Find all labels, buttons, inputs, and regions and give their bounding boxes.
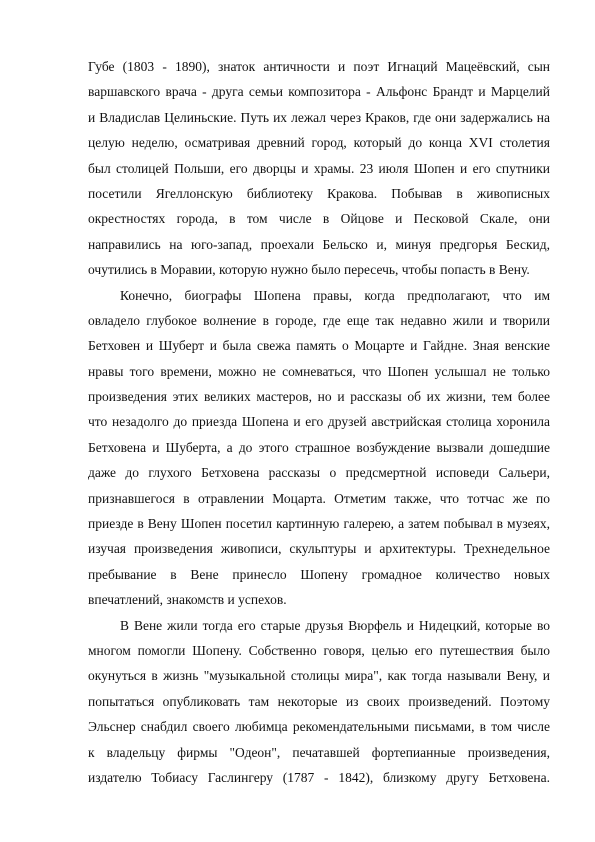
text-line: был столицей Польши, его дворцы и храмы. 23 июля Шопен и его спутники bbox=[88, 160, 550, 176]
text-line: варшавского врача - друга семьи композитора - Альфонс Брандт и Марцелий bbox=[88, 84, 550, 100]
text-line: произведения этих великих мастеров, но и рассказы об их жизни, тем более bbox=[88, 389, 550, 405]
text-line: Бетховен и Шуберт и была свежа память о Моцарте и Гайдне. Зная венские bbox=[88, 338, 550, 354]
text-line: и Владислав Целиньские. Путь их лежал через Краков, где они задержались на bbox=[88, 109, 550, 125]
text-line: направились на юго-запад, проехали Бельско и, минуя предгорья Бескид, bbox=[88, 236, 550, 252]
text-line: изучая произведения живописи, скульптуры и архитектуры. Трехнедельное bbox=[88, 541, 550, 557]
text-line: попытаться опубликовать там некоторые из своих произведений. Поэтому bbox=[88, 693, 550, 709]
text-line: посетили Ягеллонскую библиотеку Кракова. Побывав в живописных bbox=[88, 185, 550, 201]
text-line: впечатлений, знакомств и успехов. bbox=[88, 592, 287, 608]
text-line: Бетховена и Шуберта, а до этого страшное возбуждение вызвали дошедшие bbox=[88, 439, 550, 455]
text-line: нравы того времени, можно не сомневаться, что Шопен услышал не только bbox=[88, 363, 550, 379]
text-line: В Вене жили тогда его старые друзья Вюрфель и Нидецкий, которые во bbox=[120, 617, 550, 633]
text-line: издателю Тобиасу Гаслингеру (1787 - 1842), близкому другу Бетховена. bbox=[88, 769, 550, 785]
text-line: очутились в Моравии, которую нужно было пересечь, чтобы попасть в Вену. bbox=[88, 262, 530, 278]
body-text bbox=[88, 54, 550, 790]
text-line: Губе (1803 - 1890), знаток античности и поэт Игнаций Мацеёвский, сын bbox=[88, 59, 550, 74]
text-line: пребывание в Вене принесло Шопену громадное количество новых bbox=[88, 566, 550, 582]
text-line: многом помогли Шопену. Собственно говоря, целью его путешествия было bbox=[88, 642, 550, 658]
text-line: овладело глубокое волнение в городе, где еще так недавно жили и творили bbox=[88, 312, 550, 328]
text-line: Конечно, биографы Шопена правы, когда предполагают, что им bbox=[120, 287, 550, 303]
text-line: Эльснер снабдил своего любимца рекомендательными письмами, в том числе bbox=[88, 719, 550, 735]
text-line: даже до глухого Бетховена рассказы о предсмертной исповеди Сальери, bbox=[88, 465, 550, 481]
text-line: что незадолго до приезда Шопена и его друзей австрийская столица хоронила bbox=[88, 414, 550, 430]
text-line: окунуться в жизнь "музыкальной столицы мира", как тогда называли Вену, и bbox=[88, 668, 550, 684]
text-line: признавшегося в отравлении Моцарта. Отметим также, что тотчас же по bbox=[88, 490, 550, 506]
text-line: окрестностях города, в том числе в Ойцове и Песковой Скале, они bbox=[88, 211, 550, 227]
text-line: приезде в Вену Шопен посетил картинную галерею, а затем побывал в музеях, bbox=[88, 516, 550, 532]
text-line: к владельцу фирмы "Одеон", печатавшей фортепианные произведения, bbox=[88, 744, 550, 760]
text-line: целую неделю, осматривая древний город, который до конца XVI столетия bbox=[88, 135, 550, 151]
